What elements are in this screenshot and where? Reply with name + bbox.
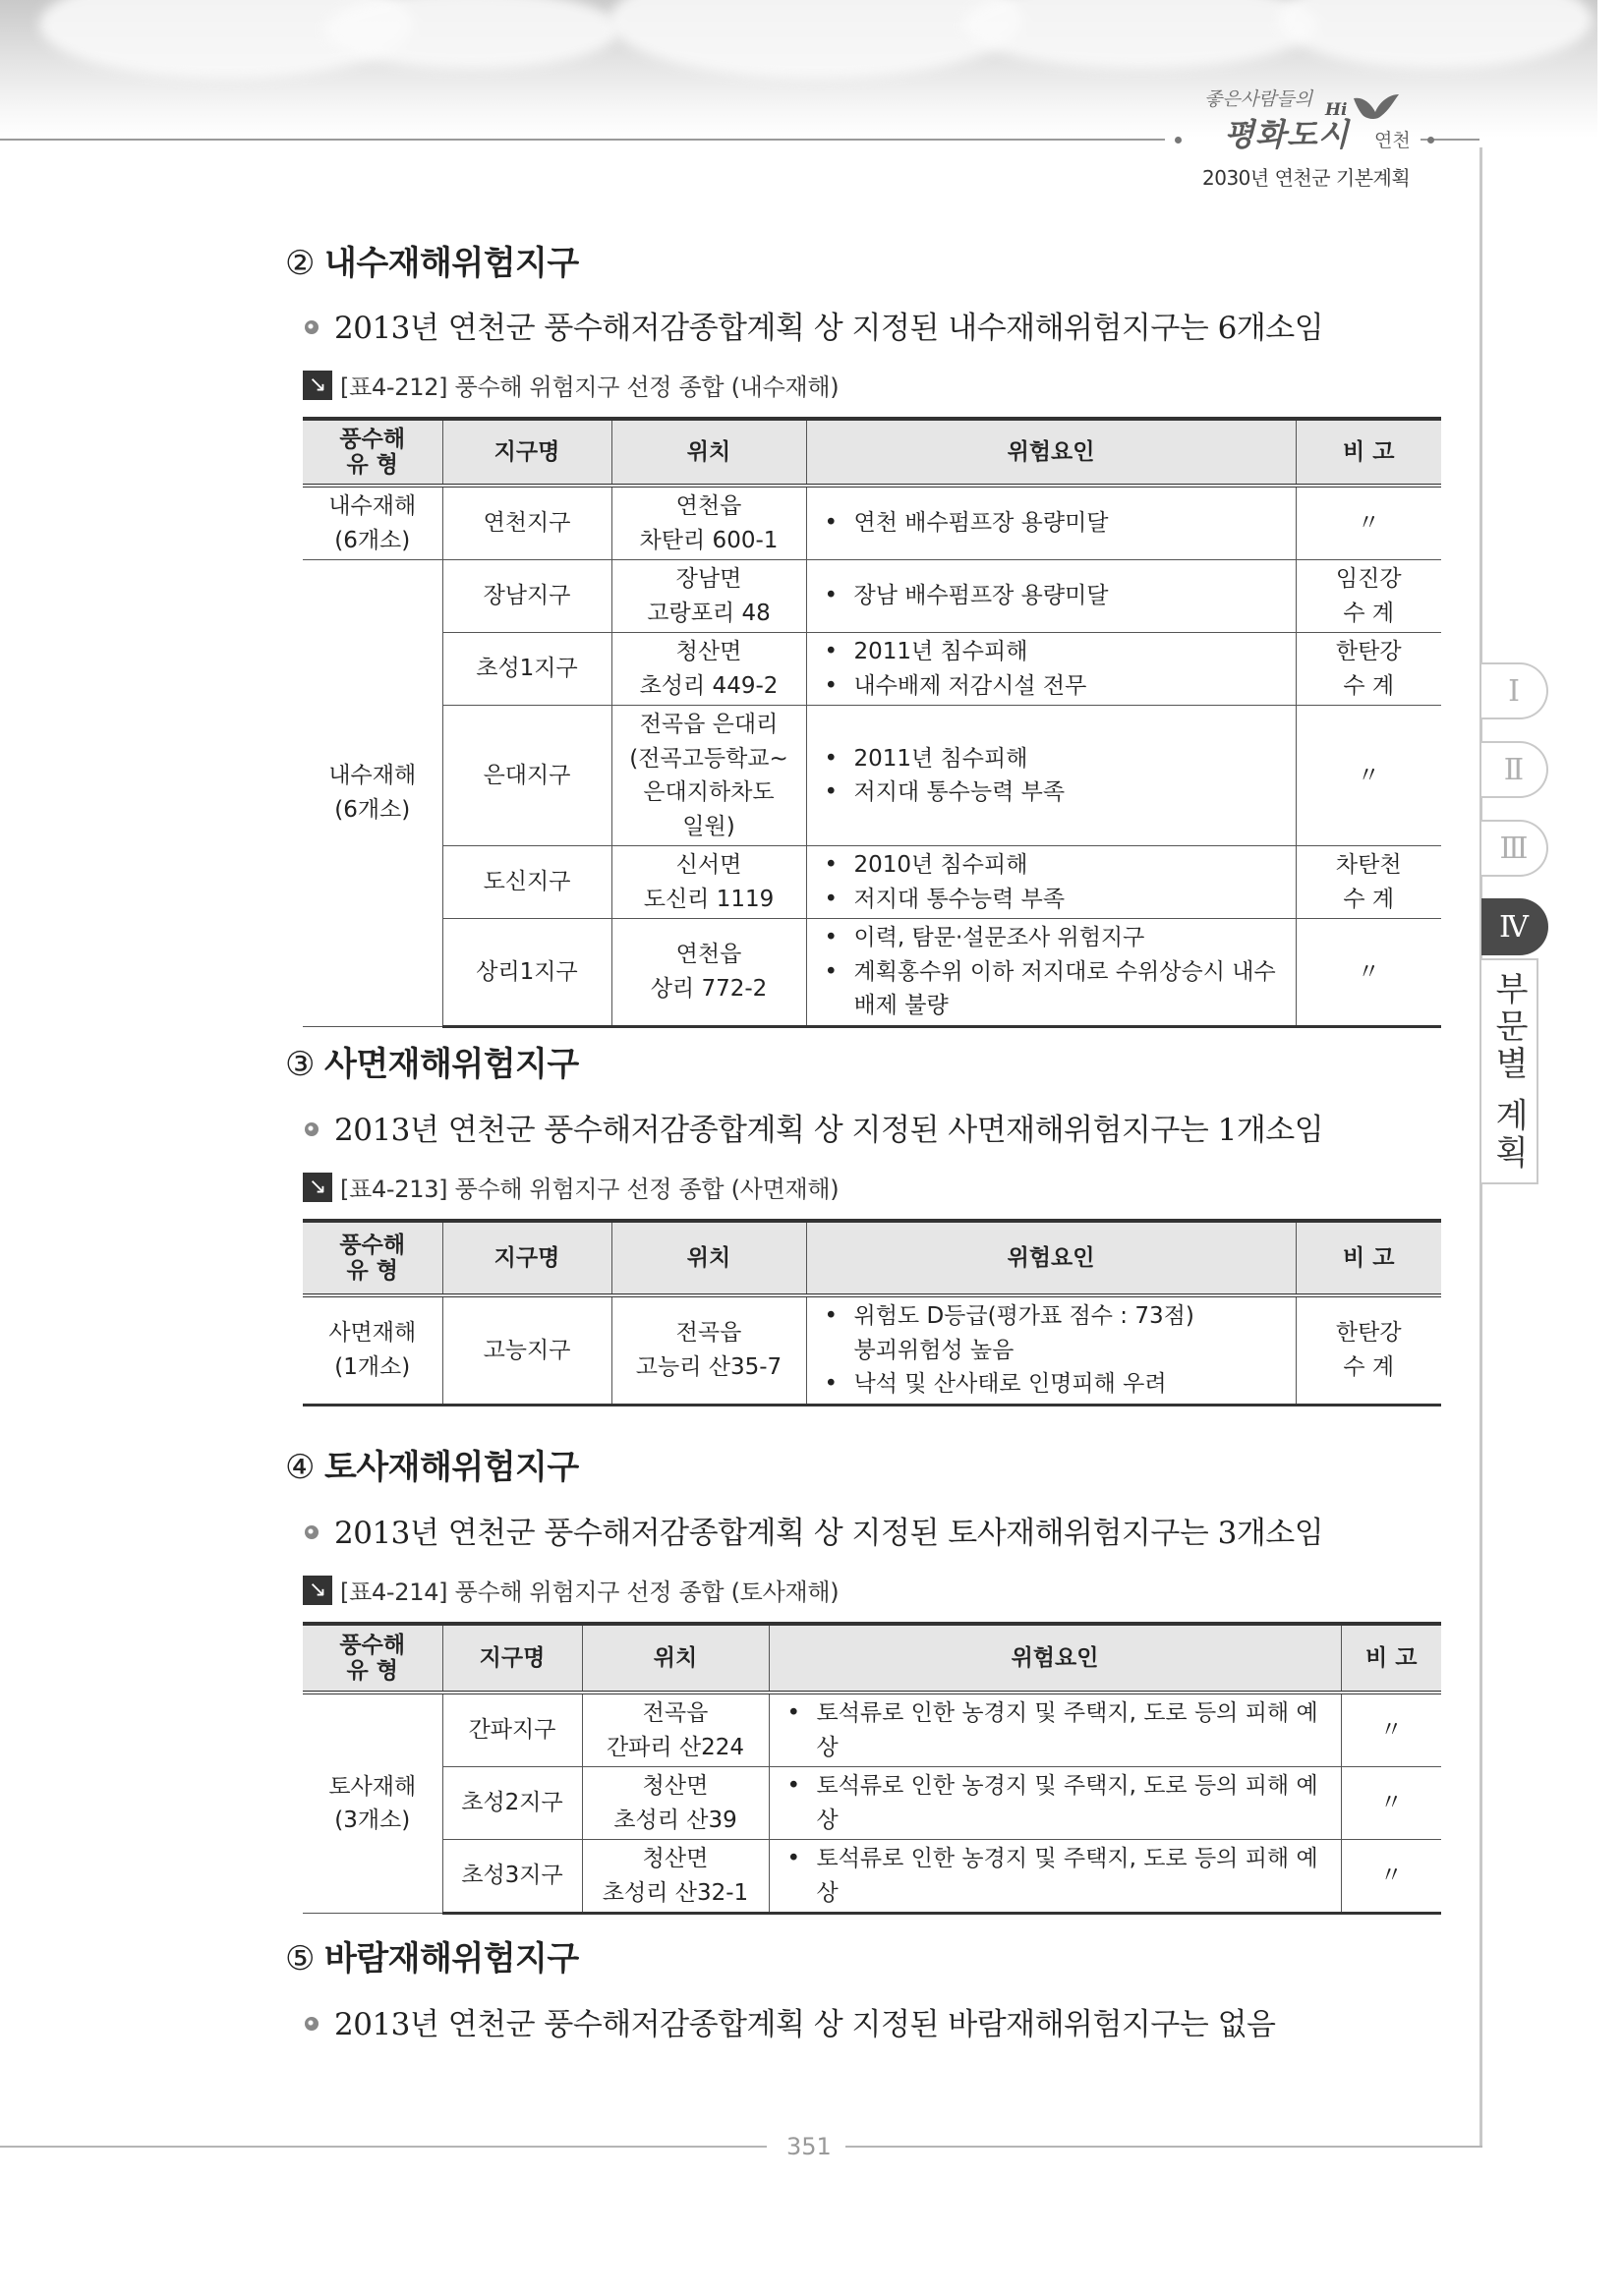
cell-location bbox=[611, 1295, 806, 1405]
risk-bullet: • bbox=[824, 510, 839, 537]
cell-name: 은대지구 bbox=[442, 706, 611, 846]
location-line: 고능리 산35-7 bbox=[635, 1353, 783, 1380]
tab-chapter-3[interactable]: Ⅲ bbox=[1481, 820, 1548, 877]
bullet-dot-icon bbox=[305, 1525, 319, 1539]
type-line1: 내수재해 bbox=[328, 493, 417, 519]
section-number: ③ bbox=[285, 1045, 315, 1084]
cell-note bbox=[1296, 633, 1441, 706]
header-name: 지구명 bbox=[442, 1221, 611, 1295]
header-rule-dot bbox=[1175, 137, 1182, 144]
cell-location bbox=[582, 1840, 769, 1914]
location-line: 청산면 bbox=[642, 1846, 709, 1871]
location-line: 상리 772-2 bbox=[650, 975, 768, 1002]
cell-note bbox=[1296, 486, 1441, 560]
page-number: 351 bbox=[786, 2133, 832, 2160]
header-name: 지구명 bbox=[442, 419, 611, 486]
caption-arrow-icon: ↘ bbox=[303, 1576, 332, 1605]
bullet-paragraph bbox=[305, 1999, 1276, 2043]
cell-risk bbox=[806, 560, 1296, 633]
cell-name: 초성2지구 bbox=[442, 1767, 582, 1840]
risk-bullet: • bbox=[824, 958, 839, 985]
cell-location bbox=[611, 486, 806, 560]
type-line2: (6개소) bbox=[334, 796, 411, 823]
cell-location bbox=[611, 633, 806, 706]
cell-name: 연천지구 bbox=[442, 486, 611, 560]
section-title bbox=[285, 1037, 579, 1085]
cell-note: 〃 bbox=[1341, 1840, 1441, 1914]
section-number: ② bbox=[285, 244, 315, 283]
header-note: 비 고 bbox=[1296, 419, 1441, 486]
header-type bbox=[303, 1624, 442, 1693]
section-title bbox=[285, 236, 579, 284]
location-line: 초성리 산39 bbox=[613, 1807, 737, 1833]
table-row bbox=[303, 1840, 1441, 1914]
note-line: 수 계 bbox=[1343, 600, 1395, 626]
risk-item: 연천 배수펌프장 용량미달 bbox=[853, 510, 1109, 537]
risk-item: 계획홍수위 이하 저지대로 수위상승시 내수배제 불량 bbox=[853, 958, 1276, 1018]
location-line: 청산면 bbox=[675, 639, 742, 664]
section-title-text: 사면재해위험지구 bbox=[323, 1045, 579, 1084]
cell-name: 장남지구 bbox=[442, 560, 611, 633]
header-risk: 위험요인 bbox=[806, 419, 1296, 486]
table-row bbox=[303, 560, 1441, 633]
header-location: 위치 bbox=[611, 419, 806, 486]
chapter-side-label bbox=[1481, 958, 1538, 1184]
risk-bullet: • bbox=[786, 1773, 801, 1799]
section-title-text: 내수재해위험지구 bbox=[323, 244, 579, 283]
risk-item: 2011년 침수피해 bbox=[853, 639, 1028, 664]
cell-location bbox=[582, 1767, 769, 1840]
location-line: 전곡읍 bbox=[675, 1320, 742, 1347]
header-type-line2: 유 형 bbox=[346, 1258, 398, 1284]
risk-bullet: • bbox=[824, 583, 839, 609]
section-number: ⑤ bbox=[285, 1939, 315, 1979]
type-line1: 토사재해 bbox=[328, 1773, 417, 1800]
footer-rule-right bbox=[845, 2146, 1482, 2148]
cell-name: 고능지구 bbox=[442, 1295, 611, 1405]
table-row bbox=[303, 846, 1441, 919]
cell-location bbox=[611, 919, 806, 1027]
footer-rule-left bbox=[0, 2146, 767, 2148]
table-row bbox=[303, 1295, 1441, 1405]
location-line: 고랑포리 48 bbox=[647, 600, 771, 626]
cell-risk bbox=[806, 1295, 1296, 1405]
risk-item: 토석류로 인한 농경지 및 주택지, 도로 등의 피해 예상 bbox=[816, 1700, 1318, 1760]
table-caption-text: [표4-212] 풍수해 위험지구 선정 종합 (내수재해) bbox=[340, 373, 840, 401]
cell-location bbox=[611, 846, 806, 919]
type-line1: 내수재해 bbox=[328, 763, 417, 789]
bullet-paragraph bbox=[305, 303, 1323, 347]
risk-item: 장남 배수펌프장 용량미달 bbox=[853, 583, 1109, 609]
cell-location bbox=[611, 706, 806, 846]
header-name: 지구명 bbox=[442, 1624, 582, 1693]
section-number: ④ bbox=[285, 1448, 315, 1487]
cell-type bbox=[303, 1295, 442, 1405]
header-risk: 위험요인 bbox=[806, 1221, 1296, 1295]
risk-item: 토석류로 인한 농경지 및 주택지, 도로 등의 피해 예상 bbox=[816, 1846, 1318, 1906]
city-logo bbox=[1194, 71, 1421, 159]
header-location: 위치 bbox=[582, 1624, 769, 1693]
type-line1: 사면재해 bbox=[328, 1320, 417, 1347]
caption-arrow-icon: ↘ bbox=[303, 1173, 332, 1202]
cell-type bbox=[303, 1693, 442, 1914]
bullet-text: 2013년 연천군 풍수해저감종합계획 상 지정된 바람재해위험지구는 없음 bbox=[334, 2007, 1276, 2042]
cell-risk bbox=[806, 706, 1296, 846]
caption-arrow-icon: ↘ bbox=[303, 371, 332, 400]
location-line: 차탄리 600-1 bbox=[639, 527, 779, 553]
cell-type bbox=[303, 486, 442, 560]
location-line: 간파리 산224 bbox=[606, 1734, 745, 1760]
header-rule-dot bbox=[1427, 137, 1434, 144]
risk-bullet: • bbox=[824, 1371, 839, 1397]
risk-bullet: • bbox=[786, 1846, 801, 1871]
logo-tagline: 좋은사람들의 bbox=[1204, 88, 1313, 110]
risk-bullet: • bbox=[824, 925, 839, 950]
header-rule bbox=[0, 139, 1165, 141]
header-type-line1: 풍수해 bbox=[339, 1632, 406, 1658]
table-caption bbox=[303, 1573, 839, 1607]
type-line2: (6개소) bbox=[334, 527, 411, 553]
cell-name: 간파지구 bbox=[442, 1693, 582, 1767]
cell-risk bbox=[769, 1693, 1341, 1767]
section-title-text: 토사재해위험지구 bbox=[323, 1448, 579, 1487]
cell-note bbox=[1296, 846, 1441, 919]
cell-note bbox=[1296, 1295, 1441, 1405]
table-row bbox=[303, 706, 1441, 846]
header-risk: 위험요인 bbox=[769, 1624, 1341, 1693]
cell-note: 〃 bbox=[1341, 1767, 1441, 1840]
table-caption bbox=[303, 368, 839, 402]
type-line2: (1개소) bbox=[334, 1353, 411, 1380]
risk-bullet: • bbox=[824, 852, 839, 878]
cell-name: 상리1지구 bbox=[442, 919, 611, 1027]
location-line: 장남면 bbox=[675, 566, 742, 592]
tab-chapter-2[interactable]: Ⅱ bbox=[1481, 741, 1548, 798]
header-type bbox=[303, 419, 442, 486]
hazard-table-sediment bbox=[303, 1622, 1441, 1915]
location-line: (전곡고등학교~ bbox=[629, 745, 788, 772]
bullet-paragraph bbox=[305, 1105, 1323, 1149]
risk-item: 내수배제 저감시설 전무 bbox=[853, 672, 1087, 699]
cell-risk bbox=[806, 846, 1296, 919]
bullet-dot-icon bbox=[305, 320, 319, 334]
section-title-text: 바람재해위험지구 bbox=[323, 1939, 579, 1979]
risk-bullet: • bbox=[824, 779, 839, 805]
header-type-line1: 풍수해 bbox=[339, 1232, 406, 1258]
note-line: 차탄천 bbox=[1335, 852, 1402, 878]
bullet-text: 2013년 연천군 풍수해저감종합계획 상 지정된 사면재해위험지구는 1개소임 bbox=[334, 1113, 1324, 1148]
cell-name: 도신지구 bbox=[442, 846, 611, 919]
risk-item bbox=[854, 1299, 1288, 1367]
risk-bullet: • bbox=[824, 886, 839, 912]
bullet-paragraph bbox=[305, 1508, 1323, 1552]
note-line: 수 계 bbox=[1343, 886, 1395, 912]
document-subtitle: 2030년 연천군 기본계획 bbox=[1202, 166, 1411, 190]
hazard-table-slope bbox=[303, 1219, 1441, 1406]
location-line: 청산면 bbox=[642, 1773, 709, 1799]
table-caption bbox=[303, 1170, 839, 1204]
cell-risk bbox=[806, 486, 1296, 560]
header-type-line2: 유 형 bbox=[346, 1658, 398, 1684]
tab-chapter-1[interactable]: Ⅰ bbox=[1481, 662, 1548, 719]
note-line: 한탄강 bbox=[1335, 1320, 1402, 1347]
location-line: 초성리 449-2 bbox=[639, 672, 779, 699]
risk-bullet: • bbox=[786, 1700, 801, 1726]
hazard-table-inland bbox=[303, 417, 1441, 1028]
logo-main-text: 평화도시 bbox=[1224, 116, 1350, 153]
cell-note bbox=[1296, 919, 1441, 1027]
table-row bbox=[303, 919, 1441, 1027]
note-line: 수 계 bbox=[1343, 1353, 1395, 1380]
cell-risk bbox=[806, 633, 1296, 706]
cell-risk bbox=[806, 919, 1296, 1027]
chapter-side-label-text: 부문별 계획 bbox=[1488, 970, 1529, 1173]
type-line2: (3개소) bbox=[334, 1808, 411, 1833]
cell-name: 초성3지구 bbox=[442, 1840, 582, 1914]
location-line: 연천읍 bbox=[675, 493, 742, 519]
location-line: 은대지하차도 bbox=[643, 779, 775, 805]
table-caption-text: [표4-214] 풍수해 위험지구 선정 종합 (토사재해) bbox=[340, 1578, 840, 1606]
section-title bbox=[285, 1440, 579, 1488]
risk-item: 이력, 탐문·설문조사 위험지구 bbox=[853, 925, 1145, 950]
bullet-dot-icon bbox=[305, 2017, 319, 2031]
logo-hi-text: Hi bbox=[1325, 100, 1348, 120]
cell-note bbox=[1296, 706, 1441, 846]
header-type bbox=[303, 1221, 442, 1295]
risk-item-line: 붕괴위험성 높음 bbox=[853, 1337, 1015, 1363]
header-note: 비 고 bbox=[1296, 1221, 1441, 1295]
header-type-line1: 풍수해 bbox=[339, 426, 406, 452]
bullet-dot-icon bbox=[305, 1122, 319, 1136]
note-line: 〃 bbox=[1357, 762, 1380, 788]
bird-icon bbox=[1350, 90, 1401, 126]
bullet-text: 2013년 연천군 풍수해저감종합계획 상 지정된 토사재해위험지구는 3개소임 bbox=[334, 1516, 1324, 1551]
location-line: 신서면 bbox=[675, 852, 742, 878]
risk-bullet: • bbox=[824, 745, 839, 772]
risk-item: 저지대 통수능력 부족 bbox=[853, 779, 1066, 805]
location-line: 일원) bbox=[682, 813, 735, 839]
risk-bullet: • bbox=[824, 672, 839, 699]
location-line: 전곡읍 은대리 bbox=[639, 712, 779, 737]
table-row bbox=[303, 1693, 1441, 1767]
risk-item: 2011년 침수피해 bbox=[853, 745, 1028, 772]
risk-item-line: 위험도 D등급(평가표 점수 : 73점) bbox=[853, 1303, 1194, 1329]
tab-chapter-4[interactable]: Ⅳ bbox=[1481, 898, 1548, 955]
table-row bbox=[303, 1767, 1441, 1840]
location-line: 도신리 1119 bbox=[643, 886, 775, 912]
table-row bbox=[303, 486, 1441, 560]
cell-note bbox=[1296, 560, 1441, 633]
cell-type bbox=[303, 560, 442, 1027]
cell-location bbox=[582, 1693, 769, 1767]
risk-item: 낙석 및 산사태로 인명피해 우려 bbox=[853, 1371, 1167, 1397]
note-line: 임진강 bbox=[1335, 566, 1402, 592]
cell-note: 〃 bbox=[1341, 1693, 1441, 1767]
table-caption-text: [표4-213] 풍수해 위험지구 선정 종합 (사면재해) bbox=[340, 1176, 840, 1203]
note-line: 〃 bbox=[1357, 510, 1380, 537]
risk-item: 저지대 통수능력 부족 bbox=[853, 886, 1066, 912]
cell-risk bbox=[769, 1840, 1341, 1914]
section-title bbox=[285, 1931, 579, 1980]
cell-name: 초성1지구 bbox=[442, 633, 611, 706]
note-line: 수 계 bbox=[1343, 672, 1395, 699]
note-line: 한탄강 bbox=[1335, 639, 1402, 664]
risk-bullet: • bbox=[824, 639, 839, 664]
risk-item: 토석류로 인한 농경지 및 주택지, 도로 등의 피해 예상 bbox=[816, 1773, 1318, 1833]
risk-item: 2010년 침수피해 bbox=[853, 852, 1028, 878]
bullet-text: 2013년 연천군 풍수해저감종합계획 상 지정된 내수재해위험지구는 6개소임 bbox=[334, 311, 1324, 346]
location-line: 연천읍 bbox=[675, 942, 742, 968]
risk-bullet: • bbox=[824, 1303, 839, 1329]
header-type-line2: 유 형 bbox=[346, 452, 398, 478]
header-note: 비 고 bbox=[1341, 1624, 1441, 1693]
table-row bbox=[303, 633, 1441, 706]
location-line: 전곡읍 bbox=[642, 1700, 709, 1726]
header-location: 위치 bbox=[611, 1221, 806, 1295]
cell-location bbox=[611, 560, 806, 633]
logo-city-name: 연천 bbox=[1374, 130, 1411, 151]
cell-risk bbox=[769, 1767, 1341, 1840]
note-line: 〃 bbox=[1357, 958, 1380, 985]
location-line: 초성리 산32-1 bbox=[602, 1879, 749, 1906]
